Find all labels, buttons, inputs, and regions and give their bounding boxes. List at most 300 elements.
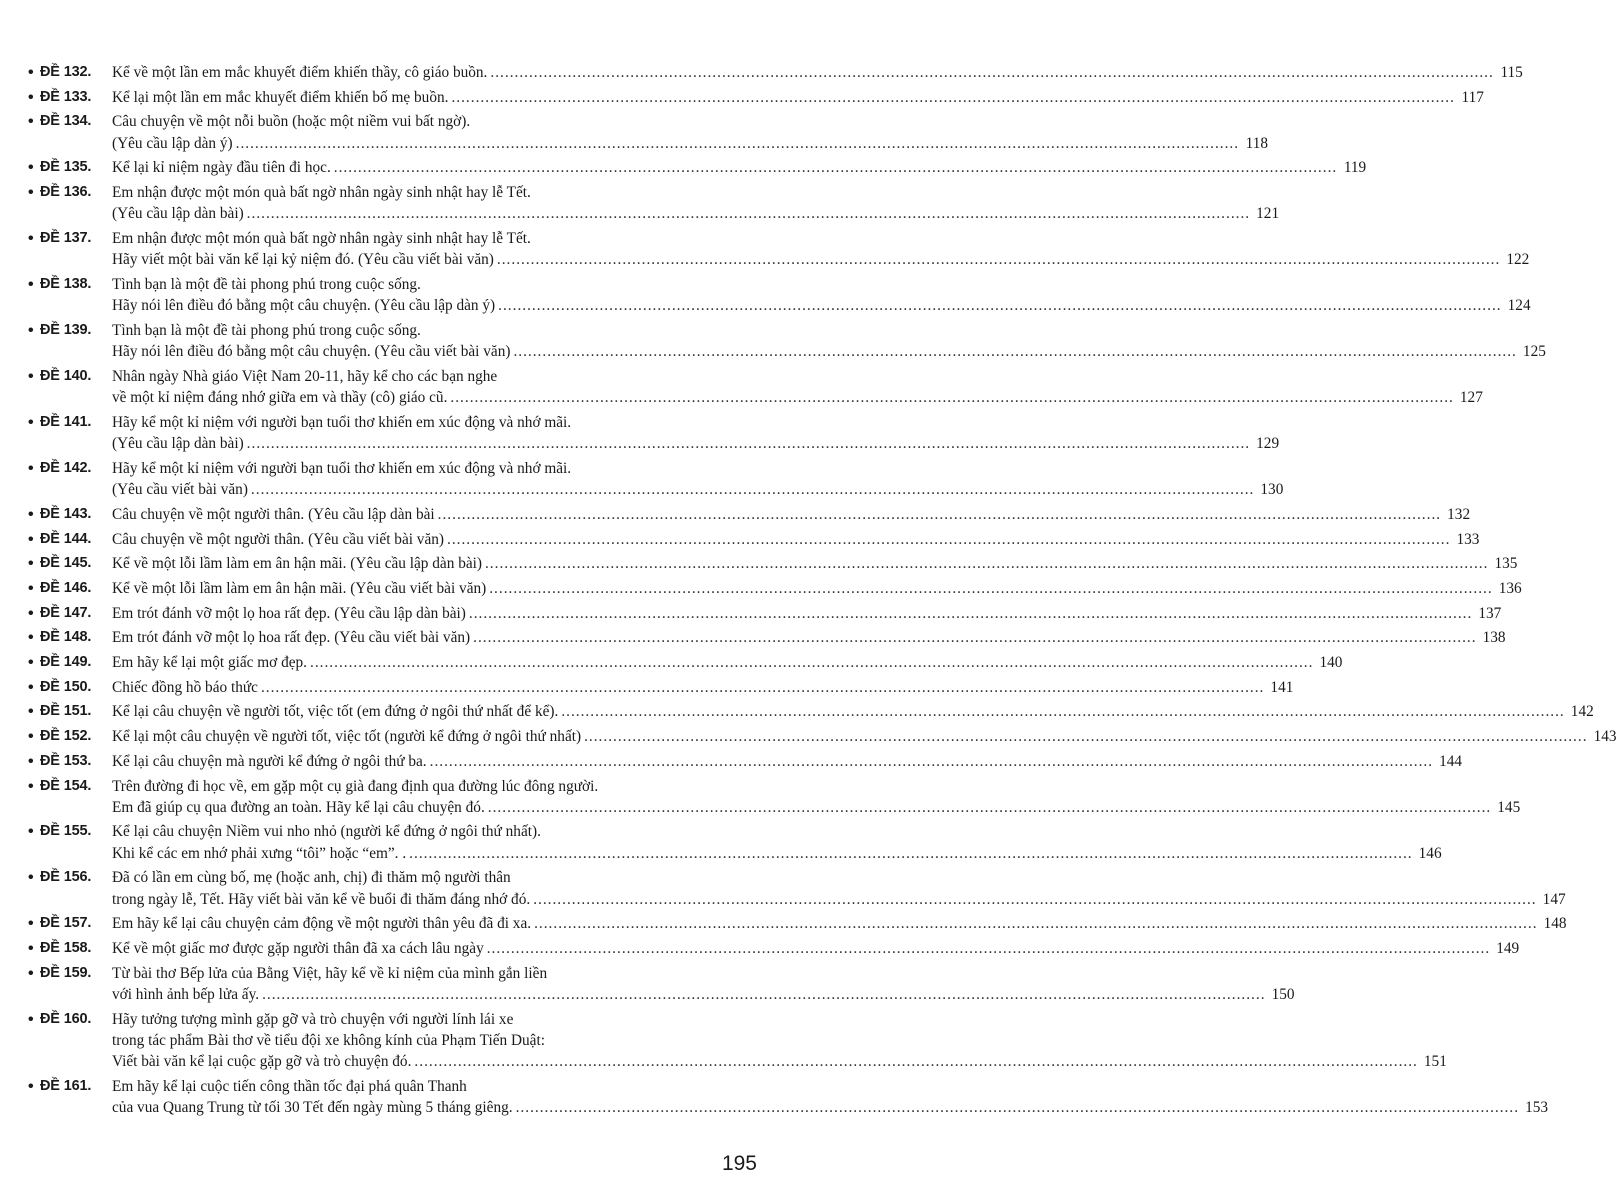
entry-label: ĐỀ bbox=[40, 555, 60, 572]
bullet-icon: • bbox=[28, 1010, 34, 1028]
entry-label: ĐỀ bbox=[40, 88, 60, 105]
entry-label: ĐỀ bbox=[40, 230, 60, 247]
entry-last-line bbox=[112, 157, 1367, 178]
entry-number: 156. bbox=[63, 869, 92, 886]
entry-last-line bbox=[112, 578, 1522, 599]
entry-marker bbox=[28, 701, 112, 722]
entry-label: ĐỀ bbox=[40, 184, 60, 201]
entry-label: ĐỀ bbox=[40, 703, 60, 720]
entry-page-ref[interactable]: 136 bbox=[1498, 580, 1522, 597]
dot-leader bbox=[534, 913, 1537, 934]
entry-line: Em trót đánh vỡ một lọ hoa rất đẹp. (Yêu cầu viết bài văn) bbox=[112, 629, 471, 647]
entry-line: Chiếc đồng hồ báo thức bbox=[112, 678, 258, 696]
entry-label: ĐỀ bbox=[40, 604, 60, 621]
entry-line: Hãy kể một kỉ niệm với người bạn tuổi thơ khiến em xúc động và nhớ mãi. bbox=[112, 413, 572, 431]
entry-number: 158. bbox=[63, 940, 92, 957]
entry-page-ref[interactable]: 119 bbox=[1343, 159, 1367, 177]
entry-label: ĐỀ bbox=[40, 869, 60, 886]
entry-page-ref[interactable]: 135 bbox=[1494, 555, 1518, 573]
dot-leader bbox=[236, 133, 1239, 154]
entry-label: ĐỀ bbox=[40, 580, 60, 596]
toc-entry bbox=[28, 1009, 1447, 1073]
entry-line: Kể về một giấc mơ được gặp người thân đã xa cách lâu ngày bbox=[112, 940, 484, 958]
dot-leader bbox=[261, 677, 1264, 698]
dot-leader bbox=[498, 295, 1501, 316]
dot-leader bbox=[334, 157, 1337, 178]
entry-text bbox=[112, 320, 1546, 363]
entry-label: ĐỀ bbox=[40, 367, 60, 384]
entry-marker bbox=[28, 963, 112, 984]
dot-leader bbox=[262, 984, 1265, 1005]
entry-number: 137. bbox=[63, 230, 92, 247]
entry-line: Nhân ngày Nhà giáo Việt Nam 20-11, hãy kể cho các bạn nghe bbox=[112, 367, 498, 385]
entry-last-line bbox=[112, 433, 1280, 454]
entry-text bbox=[112, 913, 1567, 934]
entry-number: 159. bbox=[63, 964, 92, 981]
dot-leader bbox=[487, 938, 1490, 959]
entry-marker bbox=[28, 87, 112, 108]
entry-line: Kể lại câu chuyện mà người kể đứng ở ngôi thứ ba. bbox=[112, 752, 427, 770]
entry-line: Tình bạn là một đề tài phong phú trong cuộc sống. bbox=[112, 276, 421, 294]
bullet-icon: • bbox=[28, 1078, 34, 1096]
bullet-icon: • bbox=[28, 728, 34, 746]
entry-marker bbox=[28, 677, 112, 698]
toc-entry bbox=[28, 529, 1480, 550]
entry-text bbox=[112, 776, 1521, 819]
entry-marker bbox=[28, 776, 112, 797]
entry-marker bbox=[28, 867, 112, 888]
entry-line: Kể lại một câu chuyện về người tốt, việc tốt (người kể đứng ở ngôi thứ nhất) bbox=[112, 728, 582, 746]
entry-page-ref[interactable]: 149 bbox=[1496, 940, 1520, 958]
page-number: 195 bbox=[721, 1152, 757, 1175]
dot-leader bbox=[490, 62, 1493, 83]
entry-page-ref[interactable]: 143 bbox=[1593, 728, 1617, 746]
entry-marker bbox=[28, 274, 112, 295]
entry-marker bbox=[28, 1076, 112, 1097]
bullet-icon: • bbox=[28, 322, 34, 339]
entry-number: 141. bbox=[63, 413, 92, 430]
toc-entry bbox=[28, 87, 1484, 108]
toc-entry bbox=[28, 652, 1343, 673]
entry-page-ref[interactable]: 145 bbox=[1497, 798, 1521, 816]
bullet-icon: • bbox=[28, 915, 34, 933]
toc-entry bbox=[28, 603, 1502, 624]
entry-label: ĐỀ bbox=[40, 915, 60, 932]
entry-page-ref[interactable]: 142 bbox=[1570, 703, 1594, 721]
entry-number: 155. bbox=[63, 823, 92, 840]
entry-page-ref[interactable]: 133 bbox=[1456, 530, 1480, 548]
dot-leader bbox=[489, 578, 1492, 599]
entry-line: Em hãy kể lại cuộc tiến công thần tốc đại phá quân Thanh bbox=[112, 1078, 467, 1096]
entry-page-ref[interactable]: 144 bbox=[1439, 752, 1463, 770]
toc-entry bbox=[28, 504, 1471, 525]
entry-last-line bbox=[112, 652, 1343, 673]
entry-page-ref[interactable]: 130 bbox=[1260, 481, 1284, 499]
entry-line: (Yêu cầu viết bài văn) bbox=[112, 481, 248, 499]
entry-page-ref[interactable]: 138 bbox=[1482, 629, 1506, 647]
entry-last-line bbox=[112, 726, 1617, 747]
entry-label: ĐỀ bbox=[40, 678, 60, 695]
entry-label: ĐỀ bbox=[40, 728, 60, 745]
dot-leader bbox=[584, 726, 1587, 747]
entry-text bbox=[112, 603, 1502, 624]
toc-entry bbox=[28, 776, 1521, 819]
dot-leader bbox=[473, 627, 1476, 648]
entry-last-line bbox=[112, 203, 1280, 224]
entry-number: 160. bbox=[63, 1010, 92, 1027]
entry-text bbox=[112, 1009, 1447, 1073]
entry-line: (Yêu cầu lập dàn bài) bbox=[112, 435, 244, 453]
toc-entry bbox=[28, 726, 1617, 747]
dot-leader bbox=[247, 203, 1250, 224]
entry-number: 142. bbox=[63, 459, 92, 476]
entry-page-ref[interactable]: 151 bbox=[1423, 1053, 1447, 1071]
entry-page-ref[interactable]: 147 bbox=[1542, 890, 1566, 908]
entry-marker bbox=[28, 913, 112, 934]
entry-line: Câu chuyện về một nỗi buồn (hoặc một niềm vui bất ngờ). bbox=[112, 113, 471, 131]
dot-leader bbox=[488, 797, 1491, 818]
entry-number: 150. bbox=[63, 678, 92, 695]
entry-marker bbox=[28, 553, 112, 574]
entry-label: ĐỀ bbox=[40, 113, 60, 130]
toc-entry bbox=[28, 62, 1523, 83]
entry-page-ref[interactable]: 140 bbox=[1319, 654, 1343, 672]
entry-text bbox=[112, 111, 1269, 154]
dot-leader bbox=[513, 341, 1516, 362]
entry-number: 139. bbox=[63, 322, 92, 338]
entry-page-ref[interactable]: 137 bbox=[1478, 604, 1502, 622]
bullet-icon: • bbox=[28, 777, 34, 795]
entry-last-line bbox=[112, 529, 1480, 550]
entry-text bbox=[112, 578, 1522, 599]
entry-marker bbox=[28, 821, 112, 842]
entry-number: 140. bbox=[63, 367, 92, 384]
entry-page-ref[interactable]: 124 bbox=[1507, 297, 1531, 315]
bullet-icon: • bbox=[28, 530, 34, 548]
entry-line: Viết bài văn kể lại cuộc gặp gỡ và trò chuyện đó. bbox=[112, 1053, 412, 1071]
entry-page-ref[interactable]: 127 bbox=[1459, 389, 1483, 407]
entry-last-line bbox=[112, 677, 1294, 698]
toc-entry bbox=[28, 366, 1483, 409]
dot-leader bbox=[533, 889, 1536, 910]
entry-line: Kể lại kỉ niệm ngày đầu tiên đi học. bbox=[112, 159, 331, 177]
entry-last-line bbox=[112, 627, 1506, 648]
entry-label: ĐỀ bbox=[40, 823, 60, 840]
entry-line: trong tác phẩm Bài thơ về tiểu đội xe không kính của Phạm Tiến Duật: bbox=[112, 1032, 545, 1050]
entry-label: ĐỀ bbox=[40, 505, 60, 522]
dot-leader bbox=[247, 433, 1250, 454]
entry-last-line bbox=[112, 701, 1594, 722]
entry-label: ĐỀ bbox=[40, 530, 60, 547]
entry-line: Kể lại một lần em mắc khuyết điểm khiến bố mẹ buồn. bbox=[112, 88, 449, 106]
entry-line: (Yêu cầu lập dàn bài) bbox=[112, 205, 244, 223]
toc-entry bbox=[28, 963, 1295, 1006]
entry-text bbox=[112, 867, 1566, 910]
entry-line: Câu chuyện về một người thân. (Yêu cầu viết bài văn) bbox=[112, 530, 444, 548]
entry-page-ref[interactable]: 150 bbox=[1271, 986, 1295, 1004]
entry-number: 157. bbox=[63, 915, 92, 932]
entry-marker bbox=[28, 412, 112, 433]
entry-text bbox=[112, 938, 1520, 959]
entry-last-line bbox=[112, 479, 1284, 500]
dot-leader bbox=[450, 387, 1453, 408]
entry-page-ref[interactable]: 153 bbox=[1525, 1099, 1549, 1117]
entry-number: 154. bbox=[63, 777, 92, 794]
entry-line: Hãy kể một kỉ niệm với người bạn tuổi thơ khiến em xúc động và nhớ mãi. bbox=[112, 459, 572, 477]
entry-line: Kể về một lần em mắc khuyết điểm khiến thầy, cô giáo buồn. bbox=[112, 64, 488, 81]
entry-label: ĐỀ bbox=[40, 629, 60, 646]
entry-last-line bbox=[112, 889, 1566, 910]
entry-line: về một kỉ niệm đáng nhớ giữa em và thầy (cô) giáo cũ. bbox=[112, 389, 448, 407]
entry-number: 133. bbox=[63, 88, 92, 105]
entry-label: ĐỀ bbox=[40, 1010, 60, 1027]
entry-marker bbox=[28, 504, 112, 525]
dot-leader bbox=[561, 701, 1564, 722]
toc-entry bbox=[28, 627, 1506, 648]
entry-text bbox=[112, 726, 1617, 747]
entry-number: 134. bbox=[63, 113, 92, 130]
entry-last-line bbox=[112, 341, 1546, 362]
entry-last-line bbox=[112, 843, 1442, 864]
bullet-icon: • bbox=[28, 678, 34, 696]
entry-number: 151. bbox=[63, 703, 92, 720]
entry-last-line bbox=[112, 133, 1269, 154]
toc-entry bbox=[28, 913, 1567, 934]
bullet-icon: • bbox=[28, 604, 34, 622]
entry-marker bbox=[28, 157, 112, 178]
entry-page-ref[interactable]: 117 bbox=[1461, 88, 1484, 106]
entry-marker bbox=[28, 182, 112, 203]
entry-page-ref[interactable]: 141 bbox=[1270, 678, 1294, 696]
entry-label: ĐỀ bbox=[40, 459, 60, 476]
entry-last-line bbox=[112, 603, 1502, 624]
entry-last-line bbox=[112, 87, 1484, 108]
entry-number: 153. bbox=[63, 752, 92, 769]
entry-text bbox=[112, 87, 1484, 108]
entry-number: 146. bbox=[63, 580, 92, 596]
entry-line: Hãy tưởng tượng mình gặp gỡ và trò chuyện với người lính lái xe bbox=[112, 1010, 514, 1028]
bullet-icon: • bbox=[28, 654, 34, 672]
entry-marker bbox=[28, 529, 112, 550]
dot-leader bbox=[251, 479, 1254, 500]
dot-leader bbox=[409, 843, 1412, 864]
bullet-icon: • bbox=[28, 64, 34, 81]
entry-page-ref[interactable]: 118 bbox=[1245, 134, 1269, 152]
toc-entry bbox=[28, 701, 1594, 722]
bullet-icon: • bbox=[28, 459, 34, 477]
entry-last-line bbox=[112, 504, 1471, 525]
dot-leader bbox=[430, 751, 1433, 772]
entry-last-line bbox=[112, 249, 1530, 270]
entry-label: ĐỀ bbox=[40, 654, 60, 671]
entry-line: Tình bạn là một đề tài phong phú trong cuộc sống. bbox=[112, 322, 421, 339]
entry-text bbox=[112, 182, 1280, 225]
entry-text bbox=[112, 701, 1594, 722]
entry-marker bbox=[28, 111, 112, 132]
entry-line: Kể lại câu chuyện Niềm vui nho nhỏ (người kể đứng ở ngôi thứ nhất). bbox=[112, 823, 541, 841]
entry-text bbox=[112, 751, 1463, 772]
entry-page-ref[interactable]: 122 bbox=[1506, 251, 1530, 269]
dot-leader bbox=[447, 529, 1450, 550]
entry-label: ĐỀ bbox=[40, 64, 60, 80]
entry-marker bbox=[28, 458, 112, 479]
entry-label: ĐỀ bbox=[40, 940, 60, 957]
entry-line: Em hãy kể lại câu chuyện cảm động về một người thân yêu đã đi xa. bbox=[112, 915, 532, 933]
entry-marker bbox=[28, 652, 112, 673]
bullet-icon: • bbox=[28, 230, 34, 248]
entry-marker bbox=[28, 627, 112, 648]
toc-entry bbox=[28, 821, 1442, 864]
entry-label: ĐỀ bbox=[40, 752, 60, 769]
dot-leader bbox=[497, 249, 1500, 270]
toc-entry bbox=[28, 1076, 1549, 1119]
entry-marker bbox=[28, 1009, 112, 1030]
entry-last-line bbox=[112, 553, 1518, 574]
entry-last-line bbox=[112, 1097, 1549, 1118]
entry-last-line bbox=[112, 984, 1295, 1005]
entry-text bbox=[112, 553, 1518, 574]
entry-line: Hãy nói lên điều đó bằng một câu chuyện. (Yêu cầu viết bài văn) bbox=[112, 343, 511, 361]
entry-number: 135. bbox=[63, 159, 92, 176]
entry-last-line bbox=[112, 1051, 1447, 1072]
dot-leader bbox=[451, 87, 1454, 108]
entry-label: ĐỀ bbox=[40, 1078, 60, 1095]
entry-last-line bbox=[112, 387, 1483, 408]
entry-text bbox=[112, 228, 1530, 271]
entry-number: 145. bbox=[63, 555, 92, 572]
entry-line: Em hãy kể lại một giấc mơ đẹp. bbox=[112, 654, 307, 672]
entry-page-ref[interactable]: 115 bbox=[1500, 64, 1523, 81]
toc-entry bbox=[28, 111, 1269, 154]
bullet-icon: • bbox=[28, 940, 34, 958]
dot-leader bbox=[310, 652, 1313, 673]
entry-page-ref[interactable]: 132 bbox=[1447, 505, 1471, 523]
entry-text bbox=[112, 366, 1483, 409]
bullet-icon: • bbox=[28, 703, 34, 721]
entry-marker bbox=[28, 938, 112, 959]
bullet-icon: • bbox=[28, 869, 34, 887]
entry-last-line bbox=[112, 797, 1521, 818]
entry-label: ĐỀ bbox=[40, 964, 60, 981]
entry-number: 136. bbox=[63, 184, 92, 201]
entry-line: Em nhận được một món quà bất ngờ nhân ngày sinh nhật hay lễ Tết. bbox=[112, 184, 531, 202]
entry-line: với hình ảnh bếp lửa ấy. bbox=[112, 986, 260, 1004]
entry-line: Em nhận được một món quà bất ngờ nhân ngày sinh nhật hay lễ Tết. bbox=[112, 230, 531, 248]
entry-line: Câu chuyện về một người thân. (Yêu cầu lập dàn bài bbox=[112, 505, 435, 523]
entry-number: 147. bbox=[63, 604, 92, 621]
entry-text bbox=[112, 504, 1471, 525]
toc-entry bbox=[28, 182, 1280, 225]
entry-text bbox=[112, 821, 1442, 864]
entry-page-ref[interactable]: 146 bbox=[1418, 844, 1442, 862]
bullet-icon: • bbox=[28, 113, 34, 131]
bullet-icon: • bbox=[28, 505, 34, 523]
bullet-icon: • bbox=[28, 580, 34, 597]
entry-text bbox=[112, 652, 1343, 673]
entry-line: Khi kể các em nhớ phải xưng “tôi” hoặc “em”. . bbox=[112, 844, 407, 862]
entry-number: 161. bbox=[63, 1078, 92, 1095]
entry-line: Kể lại câu chuyện về người tốt, việc tốt (em đứng ở ngôi thứ nhất để kể). bbox=[112, 703, 559, 721]
entry-line: Kể về một lỗi lầm làm em ân hận mãi. (Yêu cầu viết bài văn) bbox=[112, 580, 487, 597]
entry-last-line bbox=[112, 295, 1531, 316]
toc-entry bbox=[28, 412, 1280, 455]
toc-entry bbox=[28, 751, 1463, 772]
toc-entry bbox=[28, 274, 1531, 317]
entry-marker bbox=[28, 228, 112, 249]
bullet-icon: • bbox=[28, 629, 34, 647]
entry-marker bbox=[28, 603, 112, 624]
entry-last-line bbox=[112, 913, 1567, 934]
entry-text bbox=[112, 412, 1280, 455]
bullet-icon: • bbox=[28, 367, 34, 385]
entry-page-ref[interactable]: 121 bbox=[1256, 205, 1280, 223]
bullet-icon: • bbox=[28, 88, 34, 106]
toc-entry bbox=[28, 553, 1518, 574]
bullet-icon: • bbox=[28, 276, 34, 294]
entry-last-line bbox=[112, 751, 1463, 772]
toc-entry bbox=[28, 157, 1367, 178]
entry-label: ĐỀ bbox=[40, 413, 60, 430]
entry-number: 138. bbox=[63, 276, 92, 293]
entry-line: Hãy nói lên điều đó bằng một câu chuyện. (Yêu cầu lập dàn ý) bbox=[112, 297, 496, 315]
entry-text bbox=[112, 1076, 1549, 1119]
toc-entry bbox=[28, 578, 1522, 599]
entry-line: Trên đường đi học về, em gặp một cụ già đang định qua đường lúc đông người. bbox=[112, 777, 599, 795]
bullet-icon: • bbox=[28, 555, 34, 573]
entry-line: Từ bài thơ Bếp lửa của Bằng Việt, hãy kể về kỉ niệm của mình gắn liền bbox=[112, 964, 548, 982]
bullet-icon: • bbox=[28, 752, 34, 770]
table-of-contents bbox=[28, 62, 1617, 1122]
toc-entry bbox=[28, 320, 1546, 363]
entry-last-line bbox=[112, 62, 1523, 83]
entry-page-ref[interactable]: 148 bbox=[1543, 915, 1567, 933]
bullet-icon: • bbox=[28, 964, 34, 982]
toc-entry bbox=[28, 677, 1294, 698]
toc-entry bbox=[28, 228, 1530, 271]
entry-number: 132. bbox=[63, 64, 92, 80]
entry-line: Em đã giúp cụ qua đường an toàn. Hãy kể lại câu chuyện đó. bbox=[112, 798, 485, 816]
dot-leader bbox=[414, 1051, 1417, 1072]
entry-line: của vua Quang Trung từ tối 30 Tết đến ngày mùng 5 tháng giêng. bbox=[112, 1099, 513, 1117]
dot-leader bbox=[438, 504, 1441, 525]
entry-label: ĐỀ bbox=[40, 322, 60, 338]
toc-entry bbox=[28, 938, 1520, 959]
entry-number: 144. bbox=[63, 530, 92, 547]
entry-marker bbox=[28, 62, 112, 83]
entry-number: 152. bbox=[63, 728, 92, 745]
entry-line: Đã có lần em cùng bố, mẹ (hoặc anh, chị) đi thăm mộ người thân bbox=[112, 869, 511, 887]
dot-leader bbox=[485, 553, 1488, 574]
entry-last-line bbox=[112, 938, 1520, 959]
entry-marker bbox=[28, 726, 112, 747]
entry-text bbox=[112, 627, 1506, 648]
entry-page-ref[interactable]: 125 bbox=[1522, 343, 1546, 361]
entry-page-ref[interactable]: 129 bbox=[1256, 435, 1280, 453]
entry-label: ĐỀ bbox=[40, 777, 60, 794]
entry-label: ĐỀ bbox=[40, 276, 60, 293]
entry-line: trong ngày lễ, Tết. Hãy viết bài văn kể về buổi đi thăm đáng nhớ đó. bbox=[112, 890, 531, 908]
entry-marker bbox=[28, 751, 112, 772]
entry-number: 143. bbox=[63, 505, 92, 522]
entry-text bbox=[112, 963, 1295, 1006]
entry-text bbox=[112, 274, 1531, 317]
entry-text bbox=[112, 677, 1294, 698]
entry-label: ĐỀ bbox=[40, 159, 60, 176]
dot-leader bbox=[516, 1097, 1519, 1118]
entry-number: 148. bbox=[63, 629, 92, 646]
bullet-icon: • bbox=[28, 159, 34, 177]
bullet-icon: • bbox=[28, 413, 34, 431]
